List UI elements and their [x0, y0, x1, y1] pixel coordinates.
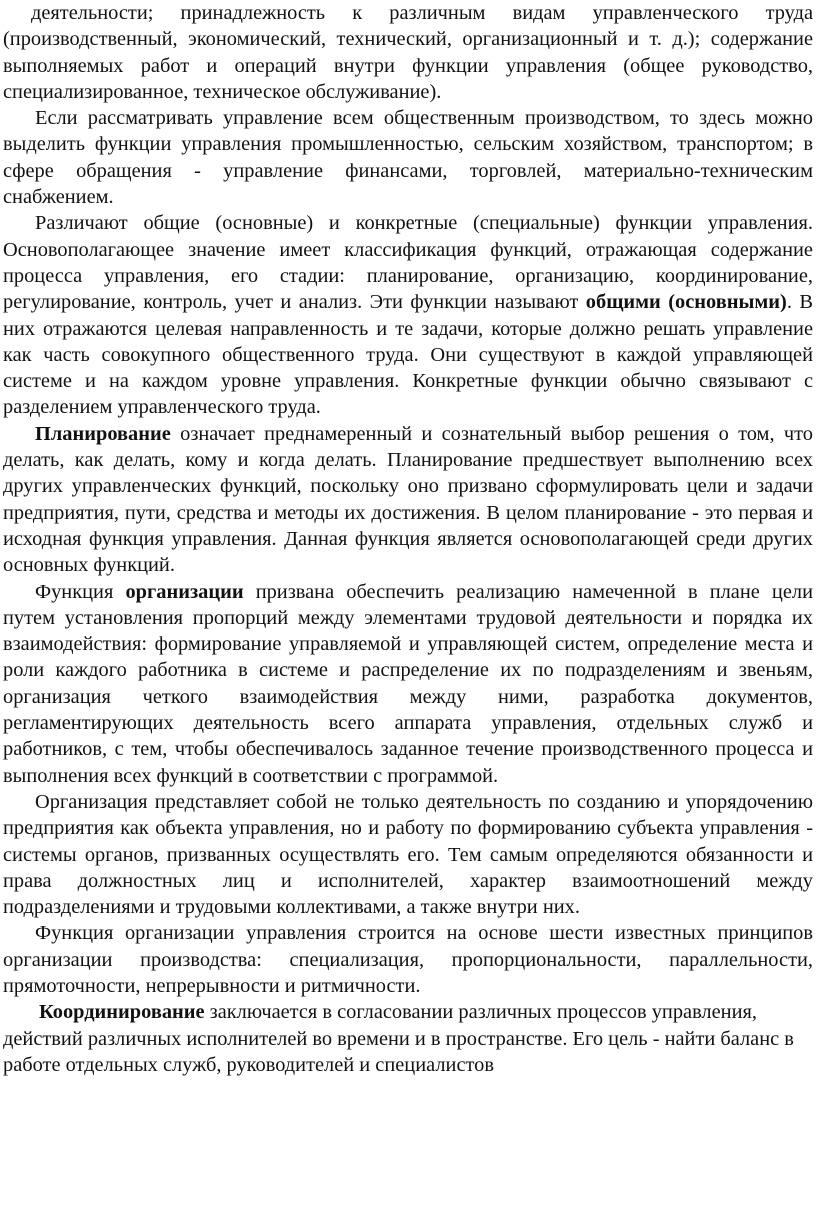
paragraph-coordination — [3, 999, 813, 1078]
paragraph-planning — [3, 421, 813, 579]
text-run: Функция — [35, 580, 126, 603]
paragraph-management-spheres — [3, 105, 813, 210]
text-run: Функция организации управления строится на основе шести известных принципов организации производства: специализация, пропорциональности, параллельности, прямоточности, непрерывности и ритмичности. — [3, 922, 813, 997]
paragraph-organization-function — [3, 579, 813, 789]
text-run: деятельности; принадлежность к различным видам управленческого труда (производственный, экономический, технический, организационный и т. д.); содержание выполняемых работ и операций внутри функции управления (общее руководство, специализированное, техническое обслуживание). — [3, 2, 813, 103]
paragraph-continuation — [3, 0, 813, 105]
text-run: Если рассматривать управление всем общественным производством, то здесь можно выделить функции управления промышленностью, сельским хозяйством, транспортом; в сфере обращения - управление финансами, торговлей, материально-техническим снабжением. — [3, 107, 813, 209]
text-run: . В них отражаются целевая направленность и те задачи, которые должно решать управление как часть совокупного общественного труда. Они существуют в каждой управляющей системе и на каждом уровне управления. Конкретные функции обычно связывают с разделением управленческого труда. — [3, 291, 814, 419]
text-run: заключается в согласовании различных процессов управления, действий различных исполнителей во времени и в пространстве. Его цель - найти баланс в работе отдельных служб, руководителей и специалистов — [3, 1001, 794, 1076]
bold-term-general: общими (основными) — [585, 291, 787, 314]
text-run: Организация представляет собой не только деятельность по созданию и упорядочению предприятия как объекта управления, но и работу по формированию субъекта управления - системы органов, призванных осуществлять его. Тем самым определяются обязанности и права должностных лиц и исполнителей, характер взаимоотношений между подразделениями и трудовыми коллективами, а также внутри них. — [3, 790, 813, 919]
paragraph-general-functions — [3, 210, 813, 420]
paragraph-organization-description — [3, 789, 813, 920]
bold-term-planning: Планирование — [35, 422, 171, 445]
text-run: призвана обеспечить реализацию намеченной в плане цели путем установления пропорций между элементами трудовой деятельности и порядка их взаимодействия: формирование управляемой и управляющей систем, определение места и роли каждого работника в системе и распределение их по подразделениям и звеньям, организация четкого взаимодействия между ними, разработка документов, регламентирующих деятельность всего аппарата управления, отдельных служб и работников, с тем, чтобы обеспечивалось заданное течение производственного процесса и выполнения всех функций в соответствии с программой. — [3, 580, 813, 787]
bold-term-coordination: Координирование — [39, 1001, 205, 1024]
text-run: Различают общие (основные) и конкретные (специальные) функции управления. Основополагающее значение имеет классификация функций, отражающая содержание процесса управления, его стадии: планирование, организацию, координирование, регулирование, контроль, учет и анализ. Эти функции называют — [3, 212, 813, 314]
bold-term-organization: организации — [125, 580, 244, 603]
text-run: означает преднамеренный и сознательный выбор решения о том, что делать, как делать, кому и когда делать. Планирование предшествует выполнению всех других управленческих функций, поскольку оно призвано сформулировать цели и задачи предприятия, пути, средства и методы их достижения. В целом планирование - это первая и исходная функция управления. Данная функция является основополагающей среди других основных функций. — [3, 422, 813, 577]
paragraph-organization-principles — [3, 920, 813, 999]
